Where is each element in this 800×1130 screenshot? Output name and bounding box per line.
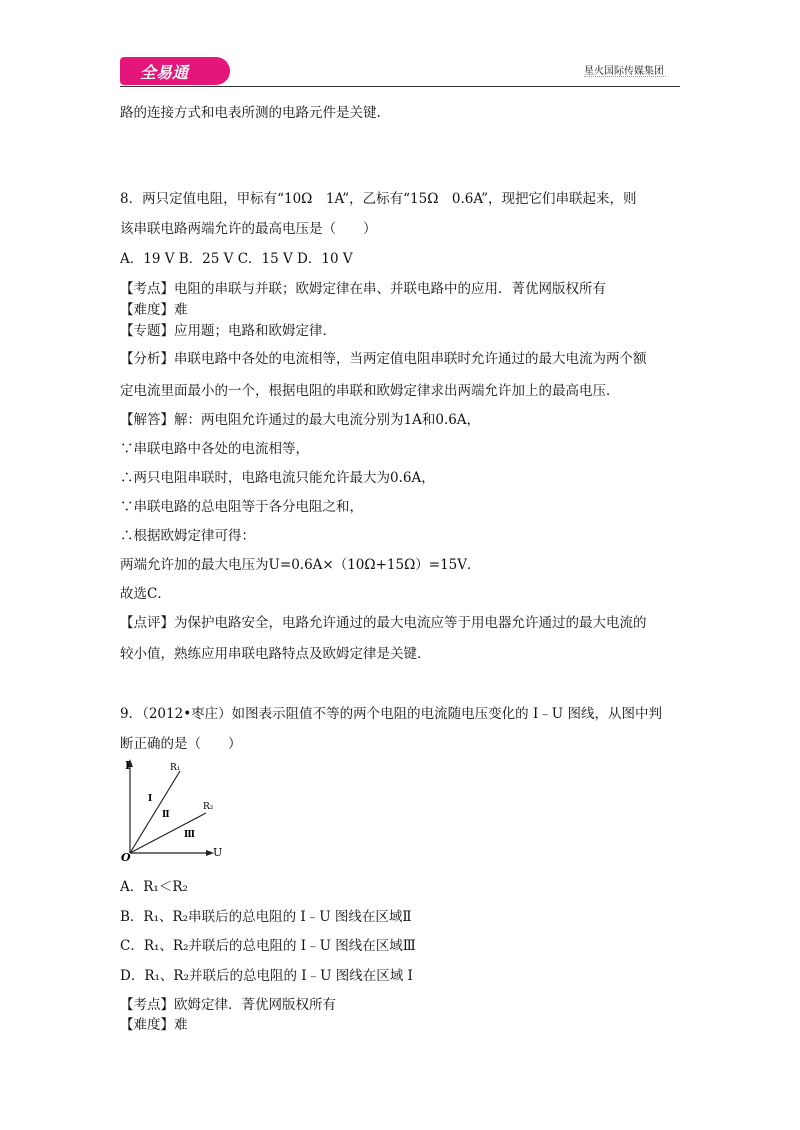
q8-fenxi-line2: 定电流里面最小的一个，根据电阻的串联和欧姆定律求出两端允许加上的最高电压．: [120, 383, 620, 399]
q8-jieda-line6: 两端允许加的最大电压为U=0.6A×（10Ω+15Ω）=15V．: [120, 557, 481, 573]
company-name: 星火国际传媒集团: [584, 66, 664, 77]
region-2-label: Ⅱ: [162, 810, 170, 820]
q8-nandu: 【难度】难: [120, 302, 188, 318]
r1-line: [130, 771, 180, 853]
q9-stem-line2: 断正确的是（ ）: [120, 736, 242, 752]
r2-label: R₂: [203, 802, 214, 812]
origin-label: O: [121, 851, 131, 862]
q9-stem-line1: 9．（2012•枣庄）如图表示阻值不等的两个电阻的电流随电压变化的 I﹣U 图线，从图中判: [120, 706, 662, 722]
q9-option-b: B．R₁、R₂串联后的总电阻的 I﹣U 图线在区域Ⅱ: [120, 909, 412, 925]
i-axis-label: I: [125, 759, 131, 772]
brand-logo-text: 全易通: [140, 63, 189, 82]
q8-jieda-line2: ∵串联电路中各处的电流相等，: [120, 441, 309, 457]
q8-jieda-line5: ∴根据欧姆定律可得：: [120, 528, 255, 544]
q8-fenxi-line1: 【分析】串联电路中各处的电流相等，当两定值电阻串联时允许通过的最大电流为两个额: [120, 351, 647, 367]
company-subline: [584, 76, 666, 80]
iu-graph-figure: [118, 757, 233, 862]
region-3-label: Ⅲ: [184, 830, 195, 840]
region-1-label: Ⅰ: [148, 794, 153, 804]
brand-logo: [120, 57, 230, 85]
q8-jieda-line1: 【解答】解：两电阻允许通过的最大电流分别为1A和0.6A，: [120, 412, 481, 428]
q9-kaodian: 【考点】欧姆定律．菁优网版权所有: [120, 997, 336, 1013]
intro-text: 路的连接方式和电表所测的电路元件是关键.: [120, 105, 381, 121]
q9-option-c: C．R₁、R₂并联后的总电阻的 I﹣U 图线在区域Ⅲ: [120, 938, 416, 954]
q8-stem-line1: 8．两只定值电阻，甲标有“10Ω 1A”，乙标有“15Ω 0.6A”，现把它们串联起来，则: [120, 191, 637, 207]
q8-stem-line2: 该串联电路两端允许的最高电压是（ ）: [120, 221, 377, 237]
header-divider: [120, 86, 680, 87]
q9-option-d: D．R₁、R₂并联后的总电阻的 I﹣U 图线在区域 I: [120, 968, 413, 984]
q8-kaodian: 【考点】电阻的串联与并联；欧姆定律在串、并联电路中的应用．菁优网版权所有: [120, 281, 606, 297]
r1-label: R₁: [170, 763, 181, 773]
q8-dianping-line2: 较小值，熟练应用串联电路特点及欧姆定律是关键．: [120, 646, 431, 662]
q8-jieda-line4: ∵串联电路的总电阻等于各分电阻之和，: [120, 499, 363, 515]
q8-dianping-line1: 【点评】为保护电路安全，电路允许通过的最大电流应等于用电器允许通过的最大电流的: [120, 615, 647, 631]
q9-nandu: 【难度】难: [120, 1017, 188, 1033]
q8-zhuanti: 【专题】应用题；电路和欧姆定律．: [120, 323, 336, 339]
q8-jieda-line7: 故选C．: [120, 586, 171, 602]
u-axis-label: U: [213, 846, 223, 859]
q8-jieda-line3: ∴两只电阻串联时，电路电流只能允许最大为0.6A，: [120, 470, 435, 486]
q9-option-a: A．R₁＜R₂: [120, 879, 188, 895]
q8-options: A．19 V B．25 V C．15 V D．10 V: [120, 251, 353, 267]
